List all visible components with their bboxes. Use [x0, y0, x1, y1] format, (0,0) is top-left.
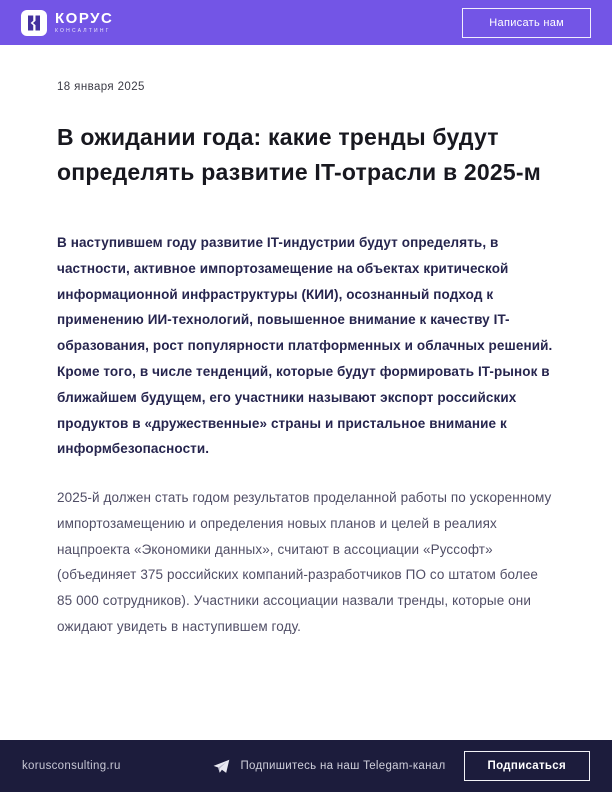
article-date: 18 января 2025 [57, 81, 145, 93]
logo-title: КОРУС [55, 10, 114, 27]
contact-button[interactable]: Написать нам [462, 8, 591, 38]
site-header [0, 0, 612, 45]
korus-logo-icon [21, 10, 47, 36]
article-lead-paragraph: В наступившем году развитие IT-индустрии будут определять, в частности, активное импортозамещение на объектах критической информационной инфраструктуры (КИИ), осознанный подход к применению ИИ-технологий, повышенное внимание к качеству IT-образования, рост популярности платформенных и облачных решений. Кроме того, в числе тенденций, которые будут формировать IT-рынок в ближайшем будущем, его участники называют экспорт российских продуктов в «дружественные» страны и пристальное внимание к информбезопасности. [57, 235, 553, 457]
site-url-link[interactable]: korusconsulting.ru [22, 760, 121, 772]
article-content [0, 45, 612, 740]
korus-logo[interactable] [21, 10, 113, 36]
subscribe-button[interactable]: Подписаться [464, 751, 591, 781]
telegram-plane-icon [213, 759, 230, 774]
logo-subtitle: КОНСАЛТИНГ [55, 28, 111, 34]
article-body-paragraph: 2025-й должен стать годом результатов проделанной работы по ускоренному импортозамещению и определения новых планов и целей в реалиях нацпроекта «Экономики данных», считают в ассоциации «Руссофт» (объединяет 375 российских компаний-разработчиков ПО со штатом более 85 000 сотрудников). Участники ассоциации назвали тренды, которые они ожидают увидеть в наступившем году. [57, 490, 552, 634]
logo-text [55, 11, 113, 34]
article-title: В ожидании года: какие тренды будут определять развитие IT-отрасли в 2025-м [57, 124, 541, 185]
telegram-subscribe-text: Подпишитесь на наш Telegam-канал [240, 760, 446, 772]
telegram-subscribe-group [213, 759, 445, 774]
site-footer [0, 740, 612, 792]
